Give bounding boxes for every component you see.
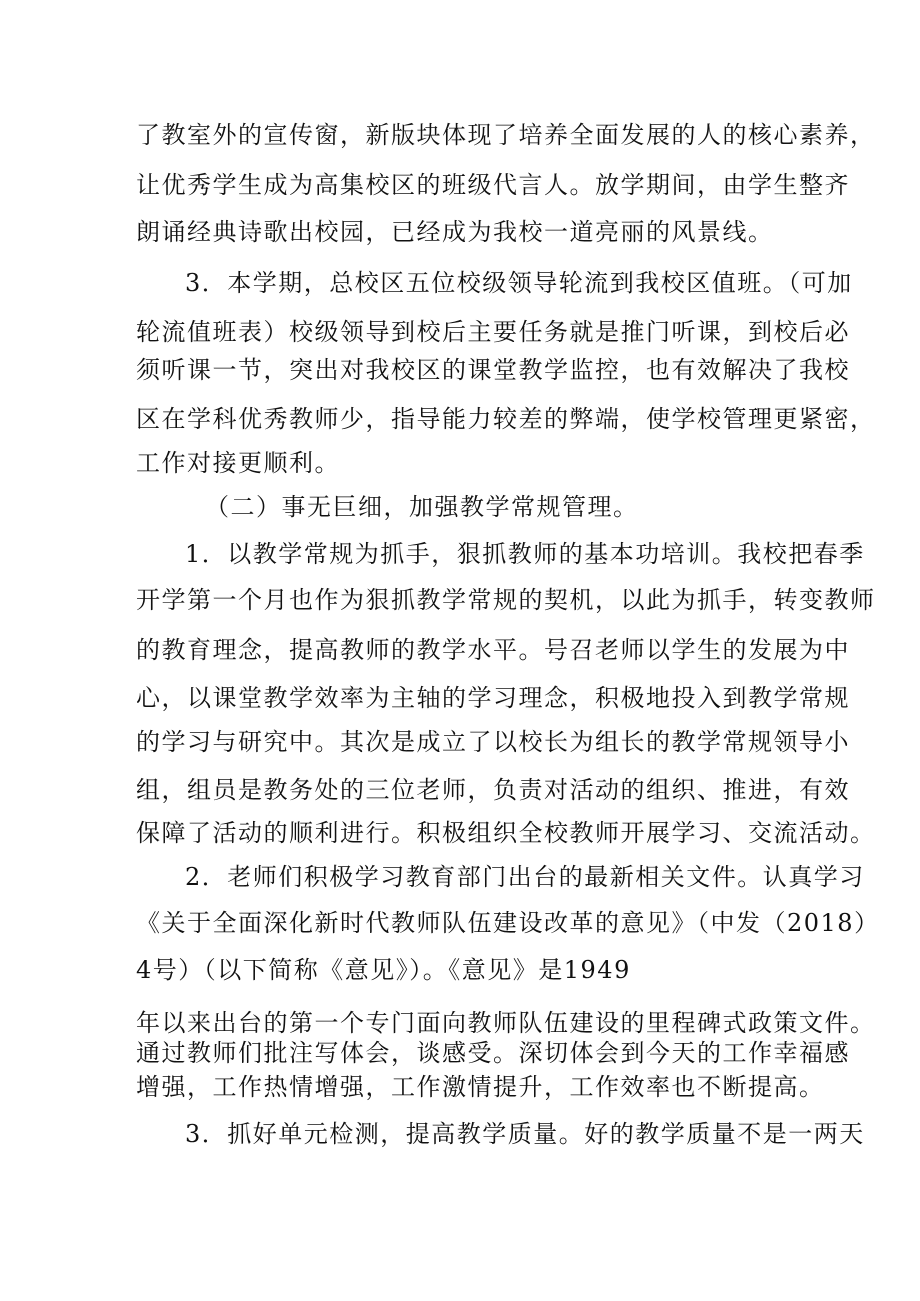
- text-line: 通过教师们批注写体会，谈感受。深切体会到今天的工作幸福感: [136, 1039, 850, 1067]
- text-line: 开学第一个月也作为狠抓教学常规的契机，以此为抓手，转变教师: [136, 586, 876, 614]
- text-line: 3．本学期，总校区五位校级领导轮流到我校区值班。（可加: [185, 269, 853, 297]
- text-line: 1．以教学常规为抓手，狠抓教师的基本功培训。我校把春季: [185, 540, 865, 568]
- section-heading: （二）事无巨细，加强教学常规管理。: [205, 493, 639, 521]
- text-line: 年以来出台的第一个专门面向教师队伍建设的里程碑式政策文件。: [136, 1009, 876, 1037]
- text-line: 增强，工作热情增强，工作激情提升，工作效率也不断提高。: [136, 1073, 825, 1101]
- text-line: 的教育理念，提高教师的教学水平。号召老师以学生的发展为中: [136, 636, 850, 664]
- text-line: 朗诵经典诗歌出校园，已经成为我校一道亮丽的风景线。: [136, 218, 774, 246]
- text-line: 的学习与研究中。其次是成立了以校长为组长的教学常规领导小: [136, 728, 850, 756]
- text-line: 了教室外的宣传窗，新版块体现了培养全面发展的人的核心素养，: [136, 121, 876, 149]
- text-line: 组，组员是教务处的三位老师，负责对活动的组织、推进，有效: [136, 776, 850, 804]
- text-line: 让优秀学生成为高集校区的班级代言人。放学期间，由学生整齐: [136, 171, 850, 199]
- text-line: 轮流值班表）校级领导到校后主要任务就是推门听课，到校后必: [136, 318, 850, 346]
- text-line: 《关于全面深化新时代教师队伍建设改革的意见》（中发（2018）: [136, 909, 880, 937]
- text-line: 须听课一节，突出对我校区的课堂教学监控，也有效解决了我校: [136, 356, 850, 384]
- text-line: 保障了活动的顺利进行。积极组织全校教师开展学习、交流活动。: [136, 819, 876, 847]
- text-line: 工作对接更顺利。: [136, 449, 340, 477]
- text-line: 心，以课堂教学效率为主轴的学习理念，积极地投入到教学常规: [136, 684, 850, 712]
- text-line: 3．抓好单元检测，提高教学质量。好的教学质量不是一两天: [185, 1120, 865, 1148]
- text-line: 2．老师们积极学习教育部门出台的最新相关文件。认真学习: [185, 863, 865, 891]
- text-line: 4号）（以下简称《意见》）。《意见》是1949: [136, 956, 631, 984]
- text-line: 区在学科优秀教师少，指导能力较差的弊端，使学校管理更紧密，: [136, 405, 876, 433]
